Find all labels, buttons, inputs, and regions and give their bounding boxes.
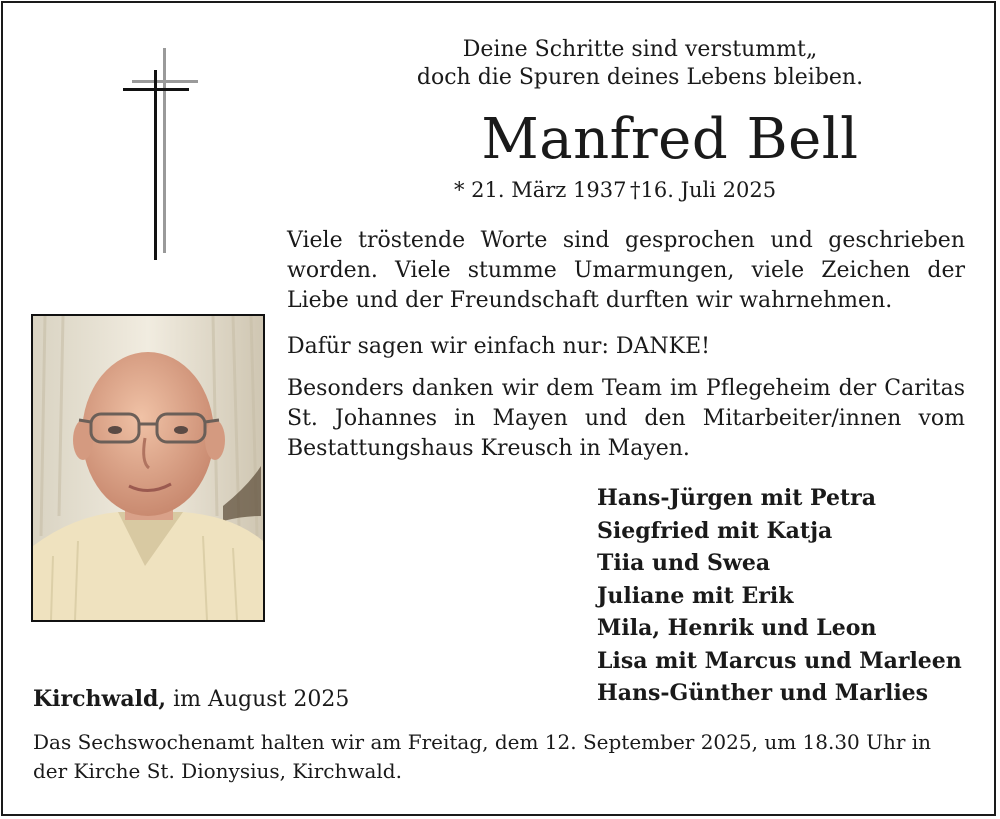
family-member: Tiia und Swea [597, 550, 771, 576]
deceased-name: Manfred Bell [481, 107, 859, 172]
thanks-paragraph-3: Besonders danken wir dem Team im Pflegeheim der Caritas St. Johannes in Mayen und den Mitarbeiter/innen vom Bestattungshaus Kreusch in Mayen. [287, 376, 965, 461]
place-date [33, 684, 349, 715]
motto [360, 36, 920, 92]
death-date: †16. Juli 2025 [630, 178, 777, 202]
family-member: Hans-Günther und Marlies [597, 680, 929, 706]
cross-icon [120, 48, 200, 263]
thanks-paragraph-2: Dafür sagen wir einfach nur: DANKE! [287, 334, 710, 359]
birth-date: * 21. März 1937 [454, 178, 627, 202]
family-member: Hans-Jürgen mit Petra [597, 485, 876, 511]
memorial-line-2: der Kirche St. Dionysius, Kirchwald. [33, 759, 402, 783]
memorial-line-1: Das Sechswochenamt halten wir am Freitag, dem 12. September 2025, um 18.30 Uhr in [33, 730, 932, 754]
family-member: Lisa mit Marcus und Marleen [597, 647, 962, 674]
family-member: Siegfried mit Katja [597, 517, 833, 544]
place-month: im August 2025 [173, 687, 350, 712]
motto-line-1: Deine Schritte sind verstummt„ [462, 37, 818, 62]
motto-line-2: doch die Spuren deines Lebens bleiben. [416, 65, 864, 90]
family-member: Juliane mit Erik [597, 582, 794, 609]
place-city: Kirchwald, [33, 686, 167, 712]
family-member: Mila, Henrik und Leon [597, 615, 877, 641]
thanks-paragraph-1: Viele tröstende Worte sind gesprochen und geschrieben worden. Viele stumme Umarmungen, viele Zeichen der Liebe und der Freundschaft durften wir wahrnehmen. [287, 228, 965, 313]
memorial-mass-notice [33, 728, 965, 786]
portrait-photo [31, 314, 265, 622]
family-signatures [597, 482, 962, 710]
